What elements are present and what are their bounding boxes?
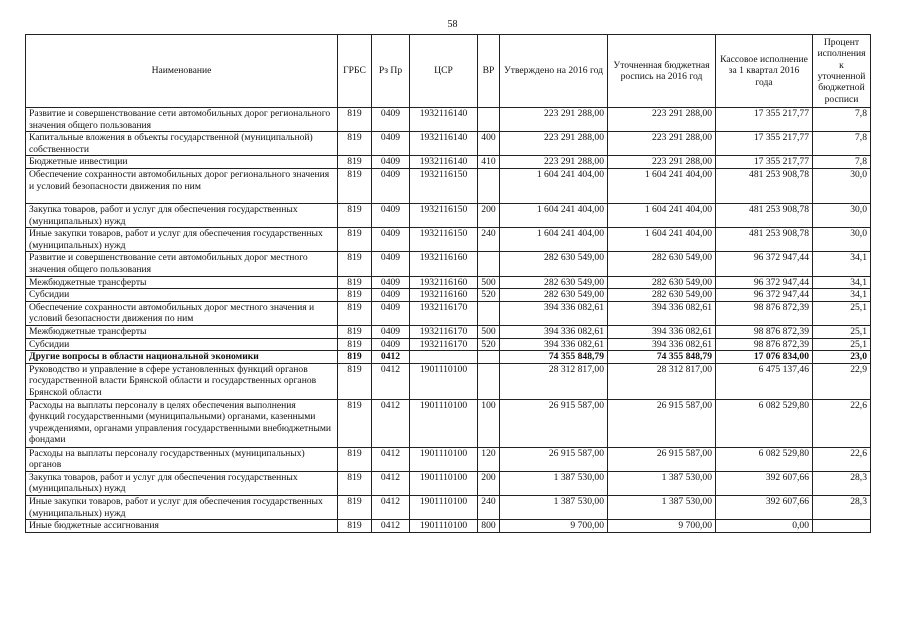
table-row (26, 363, 871, 399)
cell-rzpr: 0412 (372, 363, 410, 399)
col-header-percent: Процент исполнения к уточненной бюджетной росписи (813, 35, 871, 108)
cell-executed: 17 076 834,00 (716, 351, 813, 364)
cell-approved: 223 291 288,00 (500, 156, 608, 169)
cell-vr: 100 (478, 399, 500, 447)
cell-approved: 394 336 082,61 (500, 325, 608, 338)
cell-csr: 1901110100 (410, 363, 478, 399)
cell-vr: 520 (478, 338, 500, 351)
cell-name: Иные закупки товаров, работ и услуг для обеспечения государственных (муниципальных) нужд (26, 228, 338, 252)
cell-name: Расходы на выплаты персоналу государственных (муниципальных) органов (26, 447, 338, 471)
cell-approved: 1 604 241 404,00 (500, 228, 608, 252)
cell-executed: 96 372 947,44 (716, 276, 813, 289)
cell-vr: 800 (478, 520, 500, 533)
table-body (26, 108, 871, 533)
cell-approved: 9 700,00 (500, 520, 608, 533)
cell-percent: 22,6 (813, 399, 871, 447)
cell-csr: 1932116160 (410, 289, 478, 302)
cell-percent: 28,3 (813, 496, 871, 520)
cell-vr: 240 (478, 496, 500, 520)
cell-approved: 282 630 549,00 (500, 289, 608, 302)
cell-grbs: 819 (338, 301, 372, 325)
cell-vr (478, 168, 500, 203)
cell-csr (410, 351, 478, 364)
cell-vr: 400 (478, 132, 500, 156)
cell-grbs: 819 (338, 520, 372, 533)
cell-name: Обеспечение сохранности автомобильных дорог регионального значения и условий безопасности движения по ним (26, 168, 338, 203)
cell-percent: 34,1 (813, 276, 871, 289)
cell-executed: 481 253 908,78 (716, 203, 813, 227)
cell-rzpr: 0409 (372, 132, 410, 156)
cell-grbs: 819 (338, 276, 372, 289)
cell-name: Иные закупки товаров, работ и услуг для обеспечения государственных (муниципальных) нужд (26, 496, 338, 520)
cell-csr: 1901110100 (410, 496, 478, 520)
col-header-vr: ВР (478, 35, 500, 108)
cell-approved: 26 915 587,00 (500, 399, 608, 447)
cell-executed: 96 372 947,44 (716, 289, 813, 302)
cell-grbs: 819 (338, 289, 372, 302)
cell-csr: 1932116140 (410, 132, 478, 156)
cell-name: Межбюджетные трансферты (26, 276, 338, 289)
cell-refined: 74 355 848,79 (608, 351, 716, 364)
col-header-grbs: ГРБС (338, 35, 372, 108)
table-row (26, 351, 871, 364)
table-row (26, 228, 871, 252)
cell-refined: 394 336 082,61 (608, 325, 716, 338)
table-row (26, 168, 871, 203)
cell-grbs: 819 (338, 471, 372, 495)
cell-csr: 1901110100 (410, 447, 478, 471)
budget-table (25, 34, 871, 533)
col-header-name: Наименование (26, 35, 338, 108)
table-row (26, 252, 871, 276)
cell-executed: 392 607,66 (716, 471, 813, 495)
cell-grbs: 819 (338, 447, 372, 471)
cell-refined: 282 630 549,00 (608, 252, 716, 276)
cell-percent: 22,6 (813, 447, 871, 471)
cell-csr: 1932116140 (410, 156, 478, 169)
cell-rzpr: 0412 (372, 399, 410, 447)
cell-percent: 30,0 (813, 203, 871, 227)
cell-percent: 7,8 (813, 108, 871, 132)
cell-vr: 200 (478, 471, 500, 495)
cell-rzpr: 0409 (372, 276, 410, 289)
cell-rzpr: 0409 (372, 156, 410, 169)
cell-rzpr: 0409 (372, 252, 410, 276)
cell-name: Межбюджетные трансферты (26, 325, 338, 338)
cell-rzpr: 0412 (372, 496, 410, 520)
cell-grbs: 819 (338, 252, 372, 276)
table-row (26, 301, 871, 325)
cell-approved: 74 355 848,79 (500, 351, 608, 364)
cell-rzpr: 0409 (372, 289, 410, 302)
cell-vr: 500 (478, 276, 500, 289)
cell-name: Субсидии (26, 289, 338, 302)
cell-approved: 1 387 530,00 (500, 496, 608, 520)
cell-executed: 6 082 529,80 (716, 447, 813, 471)
cell-approved: 26 915 587,00 (500, 447, 608, 471)
cell-percent: 34,1 (813, 289, 871, 302)
cell-vr (478, 363, 500, 399)
cell-csr: 1901110100 (410, 520, 478, 533)
cell-vr (478, 252, 500, 276)
cell-approved: 28 312 817,00 (500, 363, 608, 399)
cell-percent (813, 520, 871, 533)
col-header-rzpr: Рз Пр (372, 35, 410, 108)
cell-grbs: 819 (338, 338, 372, 351)
cell-vr (478, 351, 500, 364)
cell-executed: 98 876 872,39 (716, 325, 813, 338)
cell-rzpr: 0412 (372, 520, 410, 533)
cell-percent: 30,0 (813, 228, 871, 252)
cell-percent: 28,3 (813, 471, 871, 495)
cell-executed: 6 475 137,46 (716, 363, 813, 399)
cell-rzpr: 0412 (372, 351, 410, 364)
col-header-executed: Кассовое исполнение за 1 квартал 2016 года (716, 35, 813, 108)
cell-percent: 25,1 (813, 301, 871, 325)
cell-vr: 410 (478, 156, 500, 169)
cell-rzpr: 0409 (372, 228, 410, 252)
cell-percent: 25,1 (813, 338, 871, 351)
cell-executed: 17 355 217,77 (716, 132, 813, 156)
cell-refined: 9 700,00 (608, 520, 716, 533)
cell-name: Расходы на выплаты персоналу в целях обеспечения выполнения функций государственными (муниципальными) органами, казенными учреждениями, органами управления государственными внебюджетными фондами (26, 399, 338, 447)
cell-percent: 7,8 (813, 132, 871, 156)
cell-rzpr: 0409 (372, 108, 410, 132)
col-header-approved: Утверждено на 2016 год (500, 35, 608, 108)
cell-csr: 1932116150 (410, 168, 478, 203)
cell-percent: 22,9 (813, 363, 871, 399)
col-header-csr: ЦСР (410, 35, 478, 108)
cell-approved: 1 604 241 404,00 (500, 203, 608, 227)
cell-grbs: 819 (338, 156, 372, 169)
cell-percent: 34,1 (813, 252, 871, 276)
cell-name: Другие вопросы в области национальной экономики (26, 351, 338, 364)
cell-refined: 26 915 587,00 (608, 447, 716, 471)
cell-executed: 0,00 (716, 520, 813, 533)
cell-vr: 120 (478, 447, 500, 471)
cell-vr: 500 (478, 325, 500, 338)
cell-csr: 1901110100 (410, 471, 478, 495)
cell-csr: 1932116160 (410, 276, 478, 289)
cell-rzpr: 0412 (372, 447, 410, 471)
cell-approved: 1 387 530,00 (500, 471, 608, 495)
cell-rzpr: 0412 (372, 471, 410, 495)
header-row (26, 35, 871, 108)
col-header-refined: Уточненная бюджетная роспись на 2016 год (608, 35, 716, 108)
cell-vr (478, 108, 500, 132)
cell-name: Руководство и управление в сфере установленных функций органов государственной власти Брянской области и государственных органов Брянской области (26, 363, 338, 399)
cell-refined: 1 387 530,00 (608, 496, 716, 520)
cell-refined: 1 604 241 404,00 (608, 168, 716, 203)
table-row (26, 496, 871, 520)
cell-refined: 282 630 549,00 (608, 276, 716, 289)
cell-vr: 520 (478, 289, 500, 302)
cell-grbs: 819 (338, 132, 372, 156)
table-row (26, 132, 871, 156)
cell-approved: 223 291 288,00 (500, 132, 608, 156)
cell-percent: 25,1 (813, 325, 871, 338)
cell-refined: 223 291 288,00 (608, 108, 716, 132)
cell-vr (478, 301, 500, 325)
cell-approved: 1 604 241 404,00 (500, 168, 608, 203)
cell-rzpr: 0409 (372, 338, 410, 351)
cell-grbs: 819 (338, 496, 372, 520)
cell-refined: 26 915 587,00 (608, 399, 716, 447)
cell-executed: 17 355 217,77 (716, 156, 813, 169)
cell-grbs: 819 (338, 399, 372, 447)
cell-name: Субсидии (26, 338, 338, 351)
cell-grbs: 819 (338, 351, 372, 364)
cell-percent: 7,8 (813, 156, 871, 169)
cell-rzpr: 0409 (372, 325, 410, 338)
cell-refined: 394 336 082,61 (608, 301, 716, 325)
cell-csr: 1901110100 (410, 399, 478, 447)
cell-refined: 1 604 241 404,00 (608, 228, 716, 252)
table-row (26, 203, 871, 227)
table-row (26, 325, 871, 338)
cell-approved: 223 291 288,00 (500, 108, 608, 132)
cell-executed: 98 876 872,39 (716, 338, 813, 351)
cell-vr: 240 (478, 228, 500, 252)
cell-name: Развитие и совершенствование сети автомобильных дорог местного значения общего пользования (26, 252, 338, 276)
cell-rzpr: 0409 (372, 168, 410, 203)
cell-refined: 394 336 082,61 (608, 338, 716, 351)
cell-csr: 1932116160 (410, 252, 478, 276)
table-row (26, 447, 871, 471)
cell-refined: 282 630 549,00 (608, 289, 716, 302)
cell-grbs: 819 (338, 168, 372, 203)
cell-name: Закупка товаров, работ и услуг для обеспечения государственных (муниципальных) нужд (26, 203, 338, 227)
table-row (26, 108, 871, 132)
cell-rzpr: 0409 (372, 301, 410, 325)
cell-executed: 392 607,66 (716, 496, 813, 520)
cell-csr: 1932116170 (410, 338, 478, 351)
cell-percent: 30,0 (813, 168, 871, 203)
cell-executed: 481 253 908,78 (716, 228, 813, 252)
page-number: 58 (447, 19, 458, 30)
cell-refined: 1 387 530,00 (608, 471, 716, 495)
cell-rzpr: 0409 (372, 203, 410, 227)
table-row (26, 289, 871, 302)
table-row (26, 399, 871, 447)
cell-grbs: 819 (338, 108, 372, 132)
cell-grbs: 819 (338, 203, 372, 227)
cell-executed: 6 082 529,80 (716, 399, 813, 447)
cell-refined: 28 312 817,00 (608, 363, 716, 399)
cell-csr: 1932116170 (410, 301, 478, 325)
cell-csr: 1932116150 (410, 228, 478, 252)
table-row (26, 520, 871, 533)
cell-approved: 282 630 549,00 (500, 252, 608, 276)
cell-name: Иные бюджетные ассигнования (26, 520, 338, 533)
cell-name: Бюджетные инвестиции (26, 156, 338, 169)
cell-refined: 223 291 288,00 (608, 156, 716, 169)
cell-vr: 200 (478, 203, 500, 227)
table-row (26, 471, 871, 495)
cell-name: Обеспечение сохранности автомобильных дорог местного значения и условий безопасности движения по ним (26, 301, 338, 325)
cell-grbs: 819 (338, 363, 372, 399)
table-row (26, 338, 871, 351)
cell-approved: 394 336 082,61 (500, 338, 608, 351)
cell-approved: 282 630 549,00 (500, 276, 608, 289)
cell-name: Капитальные вложения в объекты государственной (муниципальной) собственности (26, 132, 338, 156)
cell-csr: 1932116140 (410, 108, 478, 132)
table-row (26, 276, 871, 289)
cell-executed: 98 876 872,39 (716, 301, 813, 325)
cell-percent: 23,0 (813, 351, 871, 364)
cell-grbs: 819 (338, 325, 372, 338)
cell-csr: 1932116170 (410, 325, 478, 338)
cell-refined: 223 291 288,00 (608, 132, 716, 156)
cell-name: Закупка товаров, работ и услуг для обеспечения государственных (муниципальных) нужд (26, 471, 338, 495)
cell-executed: 17 355 217,77 (716, 108, 813, 132)
cell-executed: 481 253 908,78 (716, 168, 813, 203)
cell-approved: 394 336 082,61 (500, 301, 608, 325)
cell-name: Развитие и совершенствование сети автомобильных дорог регионального значения общего пользования (26, 108, 338, 132)
cell-executed: 96 372 947,44 (716, 252, 813, 276)
table-row (26, 156, 871, 169)
cell-grbs: 819 (338, 228, 372, 252)
cell-refined: 1 604 241 404,00 (608, 203, 716, 227)
cell-csr: 1932116150 (410, 203, 478, 227)
